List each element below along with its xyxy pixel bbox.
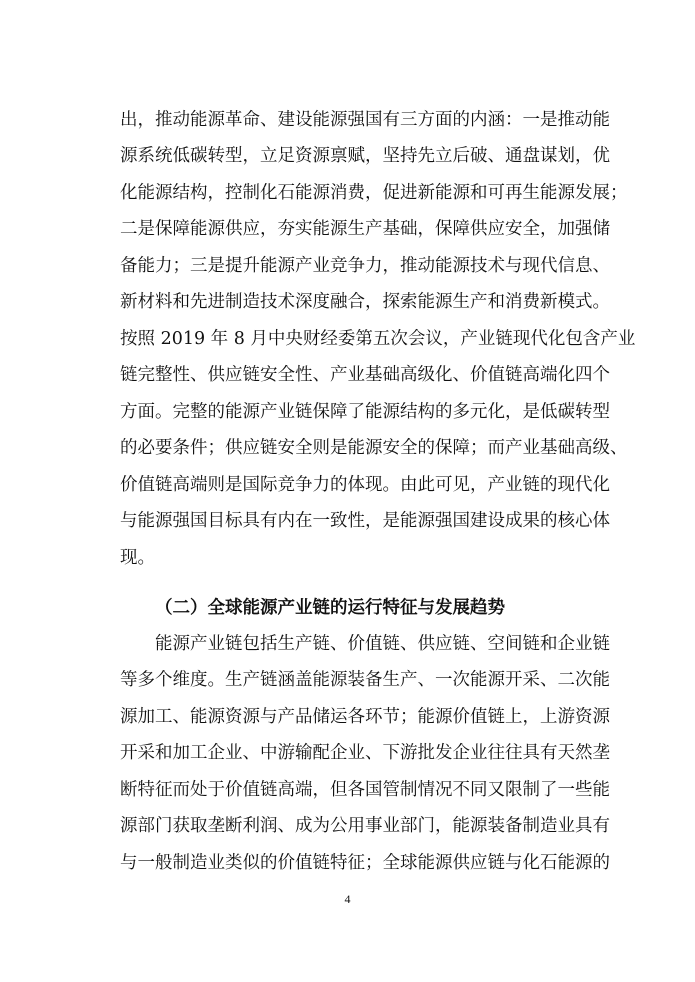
paragraph-line: 开采和加工企业、中游输配企业、下游批发企业往往具有天然垄: [120, 743, 610, 763]
paragraph-line: 源部门获取垄断利润、成为公用事业部门，能源装备制造业具有: [120, 816, 610, 836]
paragraph-line: 源加工、能源资源与产品储运各环节；能源价值链上，上游资源: [120, 707, 610, 727]
paragraph-line: 新材料和先进制造技术深度融合，探索能源生产和消费新模式。: [120, 292, 610, 312]
paragraph-line: 与能源强国目标具有内在一致性，是能源强国建设成果的核心体: [120, 511, 610, 531]
paragraph-line: 备能力；三是提升能源产业竞争力，推动能源技术与现代信息、: [120, 256, 610, 276]
paragraph-line: 能源产业链包括生产链、价值链、供应链、空间链和企业链: [155, 634, 610, 654]
paragraph-line: 化能源结构，控制化石能源消费，促进新能源和可再生能源发展；: [120, 183, 628, 203]
paragraph-line: 断特征而处于价值链高端，但各国管制情况不同又限制了一些能: [120, 780, 610, 800]
paragraph-line: 价值链高端则是国际竞争力的体现。由此可见，产业链的现代化: [120, 475, 610, 495]
paragraph-line: 等多个维度。生产链涵盖能源装备生产、一次能源开采、二次能: [120, 670, 610, 690]
section-heading: （二）全球能源产业链的运行特征与发展趋势: [155, 598, 505, 618]
paragraph-line: 出，推动能源革命、建设能源强国有三方面的内涵：一是推动能: [120, 110, 610, 130]
paragraph-line: 现。: [120, 548, 155, 568]
paragraph-line: 方面。完整的能源产业链保障了能源结构的多元化，是低碳转型: [120, 402, 610, 422]
paragraph-line: 按照 2019 年 8 月中央财经委第五次会议，产业链现代化包含产业: [120, 329, 636, 349]
paragraph-line: 的必要条件；供应链安全则是能源安全的保障；而产业基础高级、: [120, 438, 628, 458]
paragraph-line: 二是保障能源供应，夯实能源生产基础，保障供应安全，加强储: [120, 219, 610, 239]
page-number: 4: [344, 892, 351, 906]
paragraph-line: 链完整性、供应链安全性、产业基础高级化、价值链高端化四个: [120, 365, 610, 385]
paragraph-line: 与一般制造业类似的价值链特征；全球能源供应链与化石能源的: [120, 853, 610, 873]
paragraph-line: 源系统低碳转型，立足资源禀赋，坚持先立后破、通盘谋划，优: [120, 146, 610, 166]
